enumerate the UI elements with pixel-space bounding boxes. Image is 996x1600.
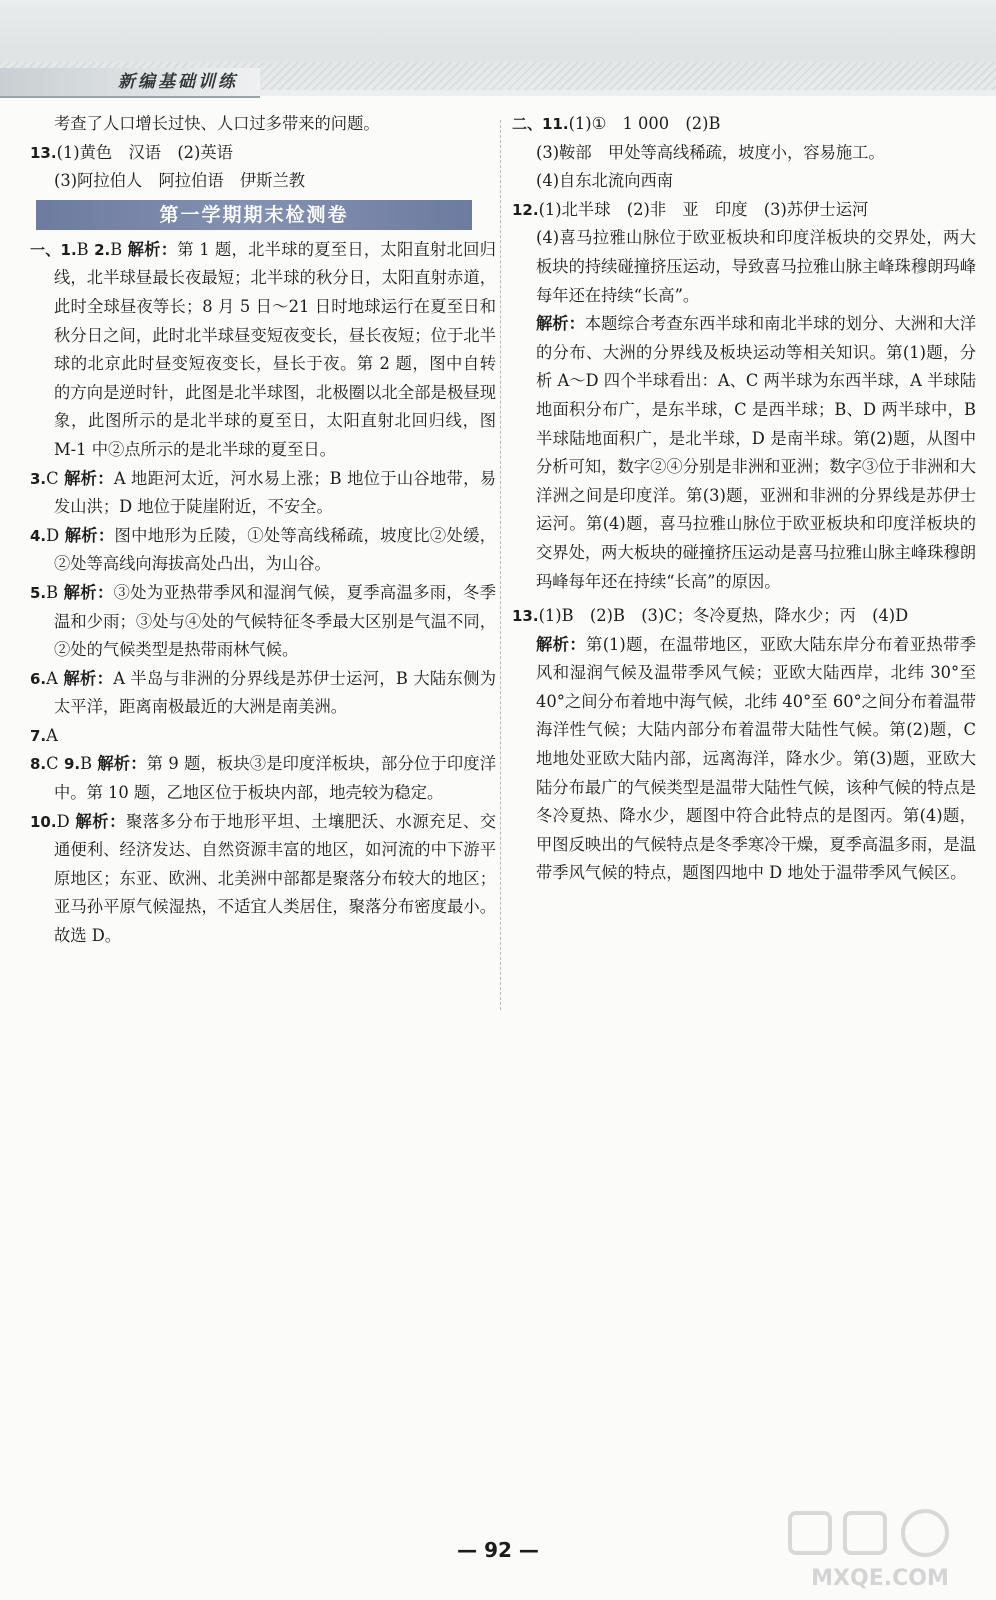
header-band xyxy=(0,0,996,96)
left-column xyxy=(30,110,496,951)
question-11-line3: (4)自东北流向西南 xyxy=(536,171,674,191)
column-divider xyxy=(500,120,501,1010)
page-number: — 92 — xyxy=(457,1538,539,1562)
question-11-line1: 二、11.(1)① 1 000 (2)B xyxy=(512,114,721,133)
answer-item-10: 10.D 解析：聚落多分布于地形平坦、土壤肥沃、水源充足、交通便利、经济发达、自然资源丰富的地区，如河流的中下游平原地区；东亚、欧洲、北美洲中部都是聚落分布较大的地区；亚马孙平原气候湿热，不适宜人类居住，聚落分布密度最小。故选 D。 xyxy=(30,811,496,946)
series-title: 新编基础训练 xyxy=(118,72,238,92)
right-column xyxy=(512,110,976,888)
answer-item-4: 4.D 解析：图中地形为丘陵，①处等高线稀疏，坡度比②处缓，②处等高线向海拔高处凸出，为山谷。 xyxy=(30,525,496,574)
question-number: 13. xyxy=(30,143,57,162)
answer-item-8: 8.C 9.B 解析：第 9 题，板块③是印度洋板块，部分位于印度洋中。第 10 题，乙地区位于板块内部，地壳较为稳定。 xyxy=(30,754,496,803)
watermark-text: MXQE.COM xyxy=(811,1566,949,1591)
answer-item-5: 5.B 解析：③处为亚热带季风和湿润气候，夏季高温多雨，冬季温和少雨；③处与④处的气候特征冬季最大区别是气温不同，②处的气候类型是热带雨林气候。 xyxy=(30,582,496,660)
question-13-line1: 13.(1)黄色 汉语 (2)英语 xyxy=(30,142,233,162)
answer-item-3: 3.C 解析：A 地距河太近，河水易上涨；B 地位于山谷地带，易发山洪；D 地位于陡崖附近，不安全。 xyxy=(30,468,496,517)
answer-item-6: 6.A 解析：A 半岛与非洲的分界线是苏伊士运河，B 大陆东侧为太平洋，距离南极最近的大洲是南美洲。 xyxy=(30,668,496,717)
watermark-logo xyxy=(770,1505,990,1595)
question-12-line2: (4)喜马拉雅山脉位于欧亚板块和印度洋板块的交界处，两大板块的持续碰撞挤压运动，导致喜马拉雅山脉主峰珠穆朗玛峰每年还在持续“长高”。 xyxy=(536,228,976,305)
question-13-line1: 13.(1)B (2)B (3)C；冬冷夏热，降水少；丙 (4)D xyxy=(512,606,909,626)
question-12-analysis: 解析：本题综合考查东西半球和南北半球的划分、大洲和大洋的分布、大洲的分界线及板块运动等相关知识。第(1)题，分析 A～D 四个半球看出：A、C 两半球为东西半球，A 半球陆地面积分布广，是东半球，C 是西半球；B、D 两半球中，B 半球陆地面积广，是北半球，D 是南半球。第(2)题，从图中分析可知，数字②④分别是非洲和亚洲；数字③位于非洲和大洋洲之间是印度洋。第(3)题，亚洲和非洲的分界线是苏伊士运河。第(4)题，喜马拉雅山脉位于欧亚板块和印度洋板块的交界处，两大板块的碰撞挤压运动是喜马拉雅山脉主峰珠穆朗玛峰每年还在持续“长高”的原因。 xyxy=(536,314,976,591)
question-13-analysis: 解析：第(1)题，在温带地区，亚欧大陆东岸分布着亚热带季风和湿润气候及温带季风气候；亚欧大陆西岸，北纬 30°至 40°之间分布着地中海气候，北纬 40°至 60°之间分布着温带海洋性气候；大陆内部分布着温带大陆性气候。第(2)题，C 地地处亚欧大陆内部，远离海洋，降水少。第(3)题，亚欧大陆分布最广的气候类型是温带大陆性气候，该种气候的特点是冬冷夏热、降水少，题图中符合此特点的是图丙。第(4)题，甲图反映出的气候特点是冬季寒冷干燥，夏季高温多雨，是温带季风气候的特点，题图四地中 D 地处于温带季风气候区。 xyxy=(536,634,976,883)
answer-item-1: 一、1.B 2.B 解析：第 1 题，北半球的夏至日，太阳直射北回归线，北半球昼最长夜最短；北半球的秋分日，太阳直射赤道，此时全球昼夜等长；8 月 5 日～21 日时地球运行在夏至日和秋分日之间，此时北半球昼变短夜变长，昼长夜短；位于北半球的北京此时昼变短夜变长，昼长于夜。第 2 题，图中自转的方向是逆时针，此图是北半球图，北极圈以北全部是极昼现象，此图所示的是北半球的夏至日，太阳直射北回归线，图 M-1 中②点所示的是北半球的夏至日。 xyxy=(30,239,496,459)
section-title-bar: 第一学期期末检测卷 xyxy=(36,200,472,230)
continued-line: 考查了人口增长过快、人口过多带来的问题。 xyxy=(54,114,380,133)
question-12-line1: 12.(1)北半球 (2)非 亚 印度 (3)苏伊士运河 xyxy=(512,199,869,219)
answer-item-7: 7.A xyxy=(30,725,58,745)
question-13-line2: (3)阿拉伯人 阿拉伯语 伊斯兰教 xyxy=(54,171,306,191)
question-11-line2: (3)鞍部 甲处等高线稀疏，坡度小，容易施工。 xyxy=(536,142,885,162)
